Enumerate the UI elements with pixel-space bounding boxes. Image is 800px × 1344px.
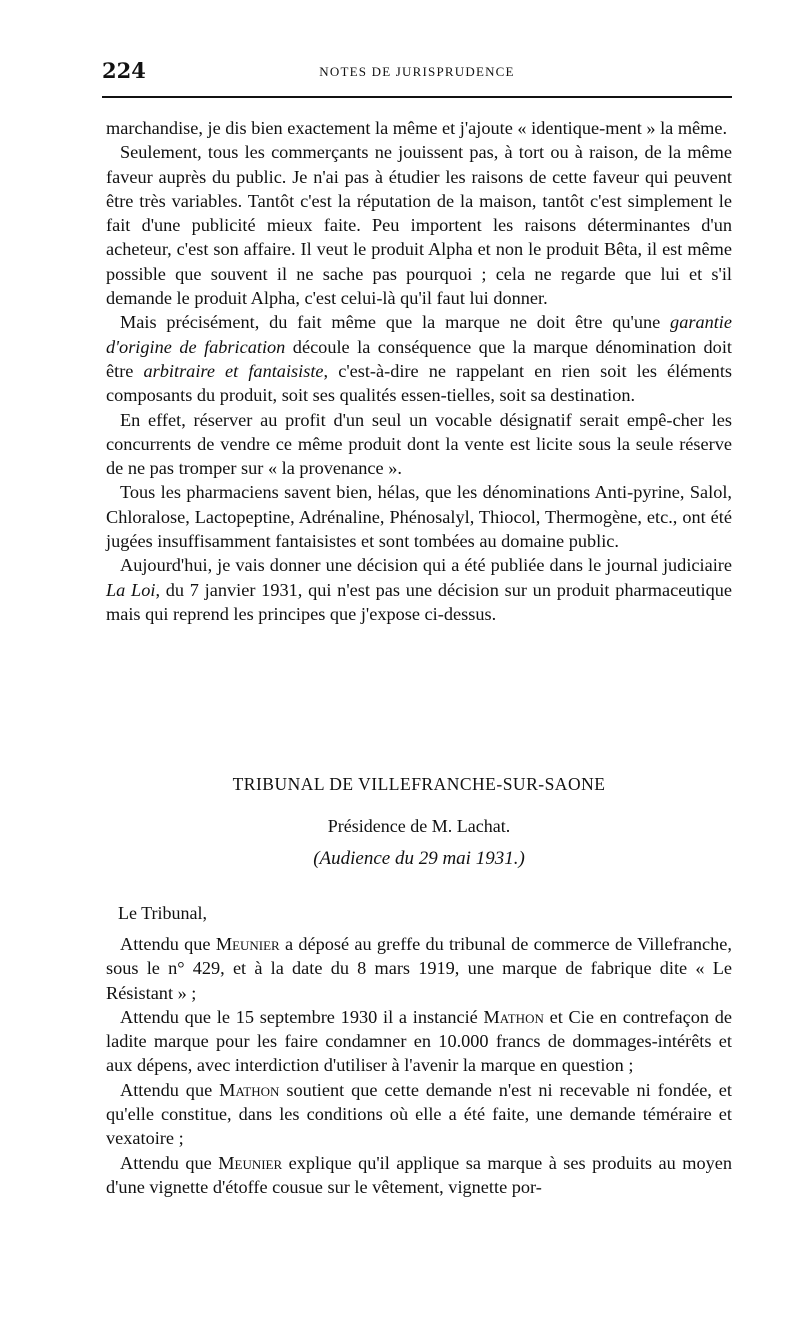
- text-run: Attendu que: [120, 1079, 220, 1100]
- paragraph: [106, 116, 732, 140]
- paragraph: [106, 480, 732, 553]
- text-run: Aujourd'hui, je vais donner une décision qui a été publiée dans le journal judiciaire: [120, 555, 732, 576]
- paragraph: [106, 553, 732, 626]
- text-run: Attendu que: [120, 1152, 219, 1173]
- italic-text: La Loi: [106, 579, 156, 600]
- paragraph: [106, 1151, 732, 1200]
- text-run: Mais précisément, du fait même que la marque ne doit être qu'une: [120, 312, 671, 333]
- judgment-text: [106, 932, 732, 1199]
- court-name: TRIBUNAL DE VILLEFRANCHE-SUR-SAONE: [232, 774, 606, 794]
- page-header: [102, 58, 732, 86]
- text-run: Attendu que le 15 septembre 1930 il a instancié: [120, 1006, 484, 1027]
- page-number: 224: [102, 58, 146, 83]
- small-caps-name: Mathon: [219, 1079, 280, 1100]
- salutation: Le Tribunal,: [118, 903, 208, 923]
- running-head: NOTES DE JURISPRUDENCE: [319, 64, 515, 79]
- text-run: et Cie en contrefaçon de ladite marque pour les faire condamner en 10.000 francs de dommages-intérêts et aux dépens, avec interdiction d'utiliser à l'avenir la marque en question ;: [106, 1006, 732, 1076]
- text-run: a déposé au greffe du tribunal de commerce de Villefranche, sous le n° 429, et à la date du 8 mars 1919, une marque de fabrique dite « Le Résistant » ;: [106, 934, 732, 1003]
- paragraph: [106, 310, 732, 407]
- text-run: découle la conséquence que la marque dénomination doit être: [106, 336, 732, 381]
- small-caps-name: Meunier: [215, 934, 280, 954]
- text-run: soutient que cette demande n'est ni recevable ni fondée, et qu'elle constitue, dans les conditions où elle a été faite, une demande téméraire et vexatoire ;: [106, 1079, 732, 1149]
- paragraph: [106, 140, 732, 310]
- small-caps-name: Meunier: [218, 1152, 283, 1173]
- presidence-text: Présidence de M. Lachat.: [327, 816, 511, 836]
- audience-date: (Audience du 29 mai 1931.): [313, 848, 525, 869]
- text-run: Attendu que: [120, 934, 216, 954]
- text-run: explique qu'il applique sa marque à ses produits au moyen d'une vignette d'étoffe cousue sur le vêtement, vignette por-: [106, 1152, 732, 1197]
- paragraph: [106, 408, 732, 481]
- text-run: , du 7 janvier 1931, qui n'est pas une décision sur un produit pharmaceutique mais qui reprend les principes que j'expose ci-dessus.: [106, 579, 733, 624]
- text-run: marchandise, je dis bien exactement la même et j'ajoute « identique-ment » la même.: [106, 118, 728, 138]
- court-presidence: [106, 816, 732, 837]
- text-run: Tous les pharmaciens savent bien, hélas, que les dénominations Anti-pyrine, Salol, Chloralose, Lactopeptine, Adrénaline, Phénosalyl, Thiocol, Thermogène, etc., ont été jugées insuffisamment fantaisistes et sont tombées au domaine public.: [106, 482, 732, 552]
- text-run: Seulement, tous les commerçants ne jouissent pas, à tort ou à raison, de la même faveur auprès du public. Je n'ai pas à étudier les raisons de cette faveur qui peuvent être très variables. Tantôt c'est la réputation de la maison, tantôt c'est simplement le fait d'une publicité mieux faite. Peu importent les raisons déterminantes d'un acheteur, c'est son affaire. Il veut le produit Alpha et non le produit Bêta, il est même possible que souvent il ne sache pas pourquoi ; cela ne regarde que lui et s'il demande le produit Alpha, c'est celui-là qu'il faut lui donner.: [106, 142, 732, 309]
- text-run: En effet, réserver au profit d'un seul un vocable désignatif serait empê-cher les concurrents de vendre ce même produit dont la vente est licite sous la seule réserve de ne pas tromper sur « la provenance ».: [106, 409, 732, 479]
- italic-text: garantie d'origine de fabrication: [106, 312, 732, 357]
- paragraph: [106, 932, 732, 1005]
- commentary-text: [106, 116, 732, 626]
- paragraph: [106, 1005, 732, 1078]
- small-caps-name: Mathon: [483, 1006, 544, 1027]
- paragraph: [106, 1078, 732, 1151]
- italic-text: arbitraire et fantaisiste: [143, 360, 324, 381]
- header-rule: [102, 96, 732, 98]
- text-run: , c'est-à-dire ne rappelant en rien soit les éléments composants du produit, soit ses qualités essen-tielles, soit sa destination.: [106, 360, 733, 406]
